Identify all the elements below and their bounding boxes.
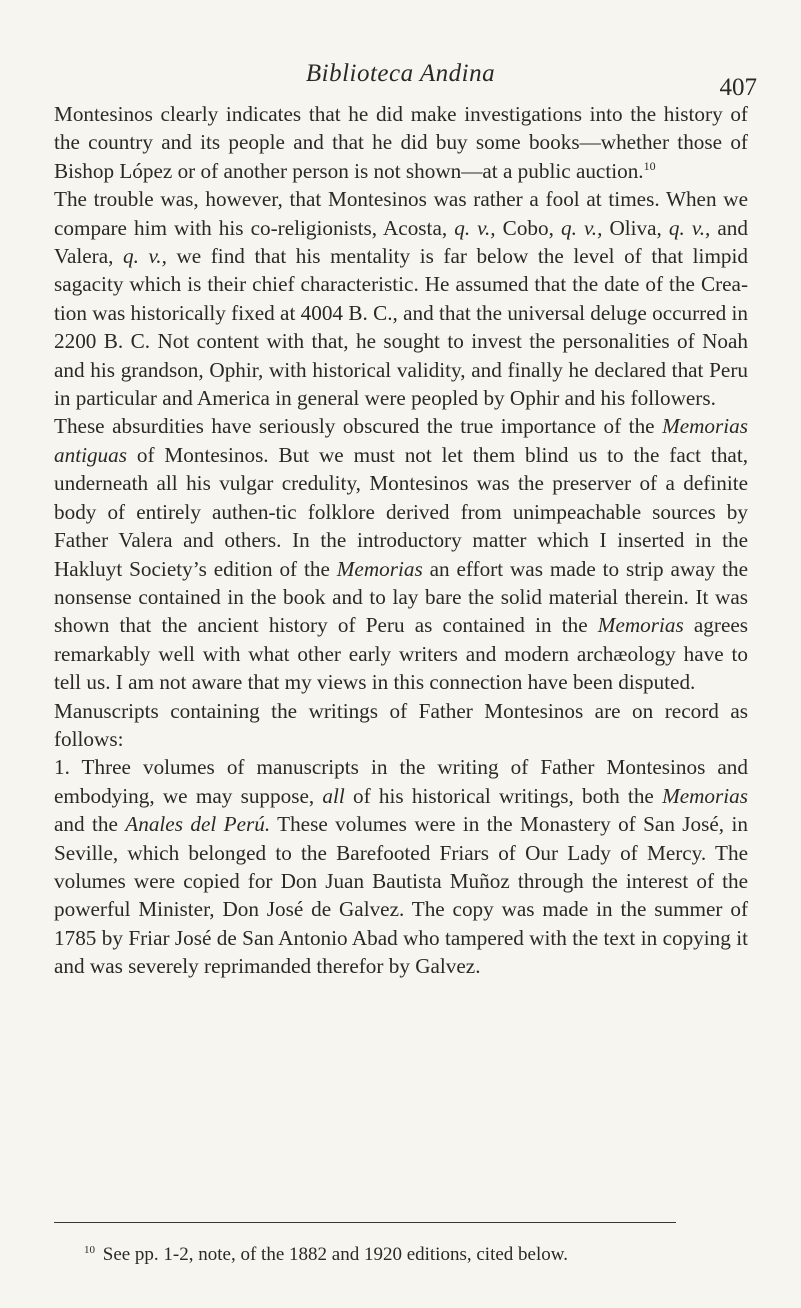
paragraph-text: 1. Three volumes of manuscripts in the writing of Father Montesinos and embodying, we may suppose, — [54, 755, 748, 808]
paragraph-text: Montesinos clearly indicates that he did make investigations into the history of the country and its people and that he did buy some books—whether those of Bishop López or of another person is not shown—at a public auction. — [54, 102, 748, 183]
paragraph-text: and Valera, — [54, 215, 748, 269]
paragraph-text: agrees remarkably well with what other early writers and modern archæology have to tell us. I am not aware that my views in this connection have been disputed. — [54, 613, 749, 695]
paragraph — [54, 697, 748, 754]
page-number: 407 — [719, 74, 757, 101]
italic-text: q. v., — [668, 215, 711, 240]
paragraph — [54, 100, 748, 185]
paragraph-text: an effort was made to strip away the nonsense contained in the book and to lay bare the solid material therein. It was shown that the ancient history of Peru as contained in the — [54, 556, 749, 638]
paragraph-text: we find that his mentality is far below the level of that limpid sagacity which is their chief characteristic. He assumed that the date of the Crea-tion was historically fixed at 4004 B. C., and that the universal deluge occurred in 2200 B. C. Not content with that, he sought to invest the personalities of Noah and his grandson, Ophir, with historical validity, and finally he declared that Peru in particular and America in general were peopled by Ophir and his followers. — [54, 244, 748, 411]
paragraph-text: of his historical writings, both the — [344, 783, 663, 808]
italic-text: Memorias antiguas — [54, 414, 748, 467]
paragraph-text: Manuscripts containing the writings of Father Montesinos are on record as follows: — [54, 698, 748, 751]
paragraph-text: These absurdities have seriously obscured the true importance of the — [54, 414, 663, 439]
italic-text: q. v., — [454, 215, 496, 240]
paragraph-text: Cobo, — [495, 215, 561, 240]
paragraph-text: Oliva, — [602, 215, 669, 240]
footnote-text: See pp. 1-2, note, of the 1882 and 1920 editions, cited below. — [102, 1244, 568, 1265]
italic-text: Memorias — [662, 783, 748, 808]
running-head: Biblioteca Andina — [305, 60, 496, 87]
footnote-reference: 10 — [643, 158, 656, 173]
italic-text: q. v., — [560, 215, 603, 240]
paragraph-text: These volumes were in the Monastery of San José, in Seville, which belonged to the Barefooted Friars of Our Lady of Mercy. The volumes were copied for Don Juan Bautista Muñoz through the interest of the powerful Minister, Don José de Galvez. The copy was made in the summer of 1785 by Friar José de San Antonio Abad who tampered with the text in copying it and was severely reprimanded therefor by Galvez. — [54, 812, 748, 979]
italic-text: q. v., — [122, 244, 167, 269]
italic-text: all — [322, 783, 345, 808]
paragraph-text: of Montesinos. But we must not let them blind us to the fact that, underneath all his vulgar credulity, Montesinos was the preserver of a definite body of entirely authen-tic folklore derived from unimpeachable sources by Father Valera and others. In the introductory matter which I inserted in the Hakluyt Society’s edition of the — [54, 442, 748, 581]
footnote — [84, 1244, 744, 1266]
paragraph — [54, 185, 748, 412]
italic-text: Memorias — [597, 613, 684, 638]
paragraph-text: The trouble was, however, that Montesinos was rather a fool at times. When we compare him with his co-religionists, Acosta, — [54, 187, 748, 240]
footnote-rule — [54, 1222, 676, 1223]
paragraph — [54, 753, 748, 980]
italic-text: Memorias — [336, 556, 423, 581]
italic-text: Anales del Perú. — [125, 812, 271, 837]
paragraph-text: and the — [54, 812, 126, 837]
footnote-number: 10 — [84, 1243, 95, 1256]
body-text — [54, 100, 748, 981]
paragraph — [54, 412, 748, 696]
